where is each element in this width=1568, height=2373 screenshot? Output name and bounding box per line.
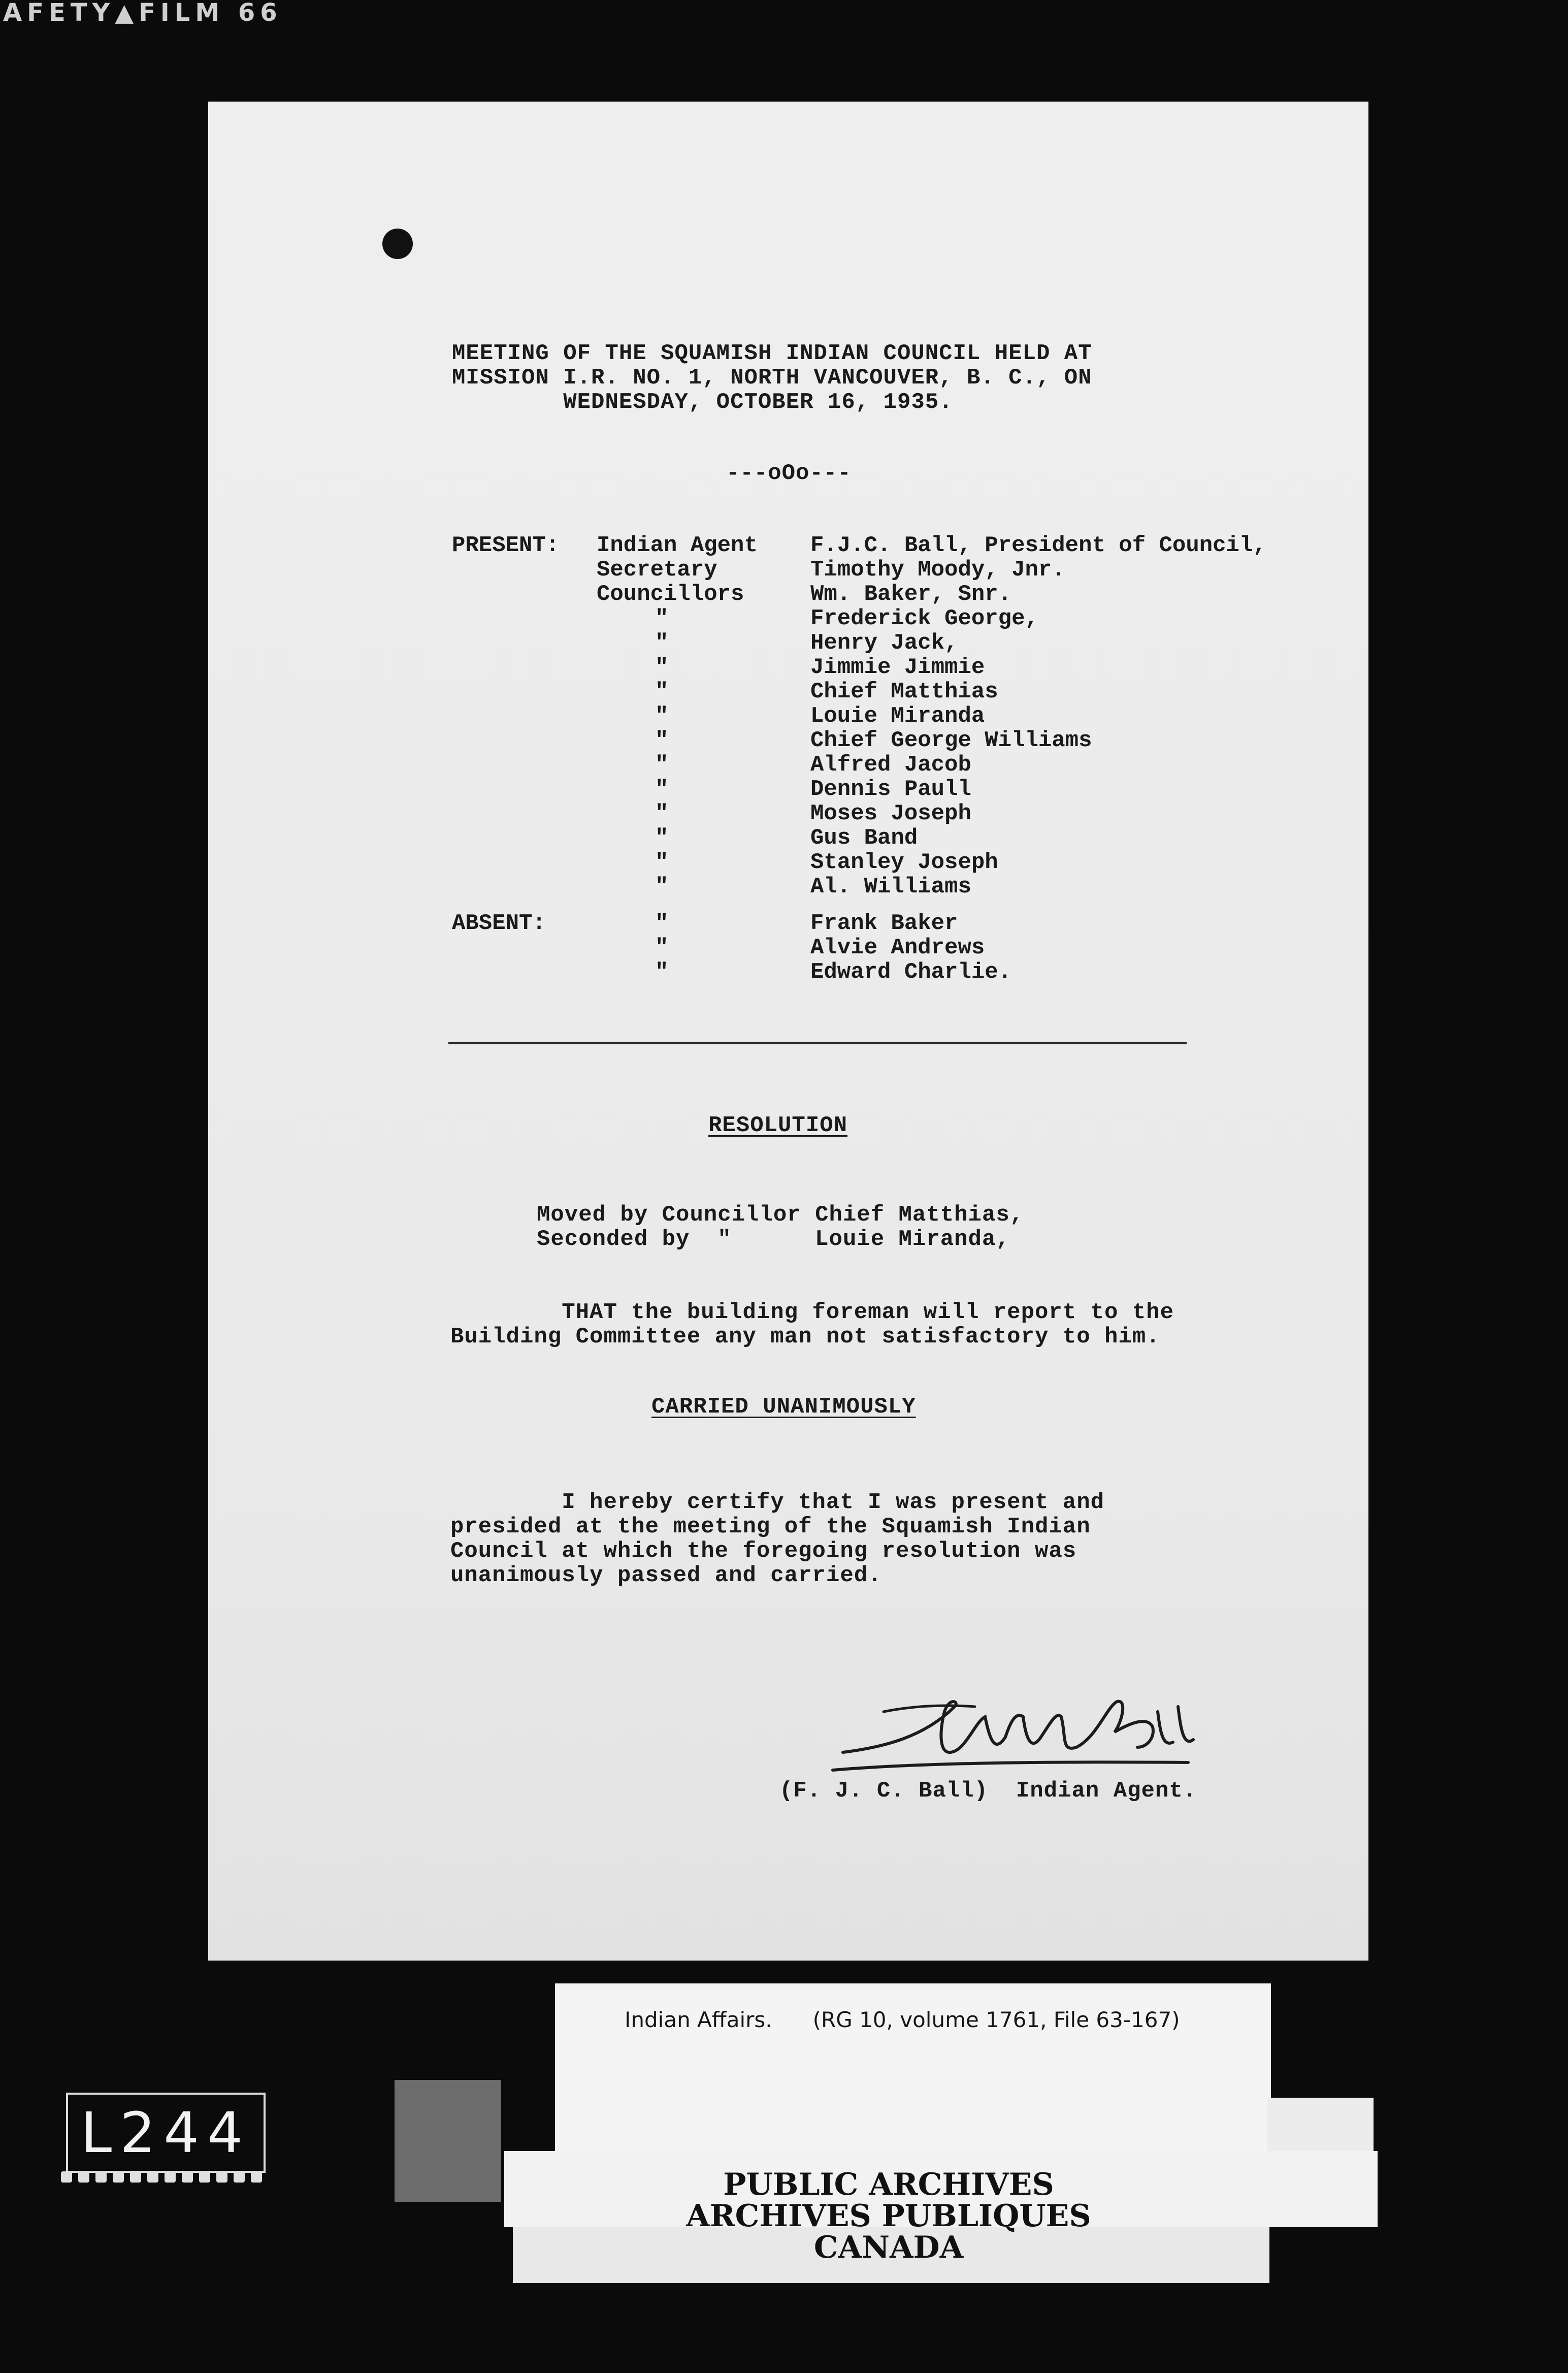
absent-label: ABSENT: [452,911,546,936]
handwritten-signature [823,1676,1198,1788]
roster-name: Chief George Williams [810,728,1092,753]
roster-name: Dennis Paull [810,777,971,802]
stamp-line: PUBLIC ARCHIVES [723,2167,1054,2202]
body-line: Building Committee any man not satisfactory to him. [450,1324,1160,1350]
roster-role: Secretary [597,557,717,583]
heading-line: MISSION I.R. NO. 1, NORTH VANCOUVER, B. C., ON [452,365,1092,391]
roster-role: Indian Agent [597,533,758,558]
heading-line: WEDNESDAY, OCTOBER 16, 1935. [452,390,953,415]
roster-name: Frank Baker [810,911,958,936]
roster-name: Alvie Andrews [810,935,985,960]
roster-name: Stanley Joseph [810,850,998,875]
roster-name: Alfred Jacob [810,752,971,778]
film-sprockets [61,2171,264,2183]
roster-name: Moses Joseph [810,801,971,826]
ditto-mark: " [655,801,669,826]
roster-name: Timothy Moody, Jnr. [810,557,1065,583]
ditto-mark: " [655,911,669,936]
roster-name: Wm. Baker, Snr. [810,582,1012,607]
ditto-mark: " [655,777,669,802]
record-reference: (RG 10, volume 1761, File 63-167) [812,2007,1180,2032]
cert-line: unanimously passed and carried. [450,1563,882,1588]
roster-name: Louie Miranda [810,703,985,729]
body-line: THAT the building foreman will report to the [450,1300,1174,1325]
roster-name: Jimmie Jimmie [810,655,985,680]
meeting-heading [452,341,1092,414]
ditto-mark: " [655,606,669,631]
ditto-mark: " [655,728,669,753]
roster-name: Edward Charlie. [810,959,1012,985]
signature-caption: (F. J. C. Ball) Indian Agent. [779,1778,1197,1804]
carried-unanimously: CARRIED UNANIMOUSLY [651,1394,916,1420]
cert-line: presided at the meeting of the Squamish Indian [450,1514,1091,1540]
grey-block [395,2080,501,2202]
roster-name: Frederick George, [810,606,1038,631]
ditto-mark: " [655,630,669,656]
film-edge-marking: AFETY▲FILM 66 [3,0,282,25]
roster-name: Chief Matthias [810,679,998,704]
ditto-mark: " [655,655,669,680]
ditto-mark: " [655,935,669,960]
roster-name: Gus Band [810,825,918,851]
resolution-body [450,1300,1174,1349]
ditto-mark: " [655,703,669,729]
archive-reference-line [625,2007,1180,2032]
roster-name: F.J.C. Ball, President of Council, [810,533,1266,558]
frame-counter: L244 [66,2093,266,2173]
department-label: Indian Affairs. [625,2007,772,2032]
ditto-mark: " [655,825,669,851]
punch-hole [382,229,413,259]
ditto-mark: " [655,679,669,704]
separator: ---oOo--- [726,461,852,486]
cert-line: Council at which the foregoing resolution was [450,1538,1077,1564]
archive-stamp [584,2169,1193,2263]
roster-role: Councillors [597,582,744,607]
cert-line: I hereby certify that I was present and [450,1490,1105,1515]
stamp-line: ARCHIVES PUBLIQUES [686,2198,1091,2234]
ditto-mark: " [655,752,669,778]
certification-paragraph [450,1490,1104,1588]
ditto-mark: " [655,874,669,900]
ditto-mark: " [655,850,669,875]
roster-name: Al. Williams [810,874,971,900]
horizontal-rule [448,1042,1187,1044]
ditto-mark: " [655,959,669,985]
stamp-line: CANADA [813,2230,964,2265]
heading-line: MEETING OF THE SQUAMISH INDIAN COUNCIL HELD AT [452,341,1092,366]
present-label: PRESENT: [452,533,560,558]
resolution-title: RESOLUTION [708,1113,848,1138]
moved-by-line: Moved by Councillor Chief Matthias, [537,1202,1024,1228]
seconded-by-line: Seconded by " Louie Miranda, [537,1227,1010,1252]
roster-name: Henry Jack, [810,630,958,656]
